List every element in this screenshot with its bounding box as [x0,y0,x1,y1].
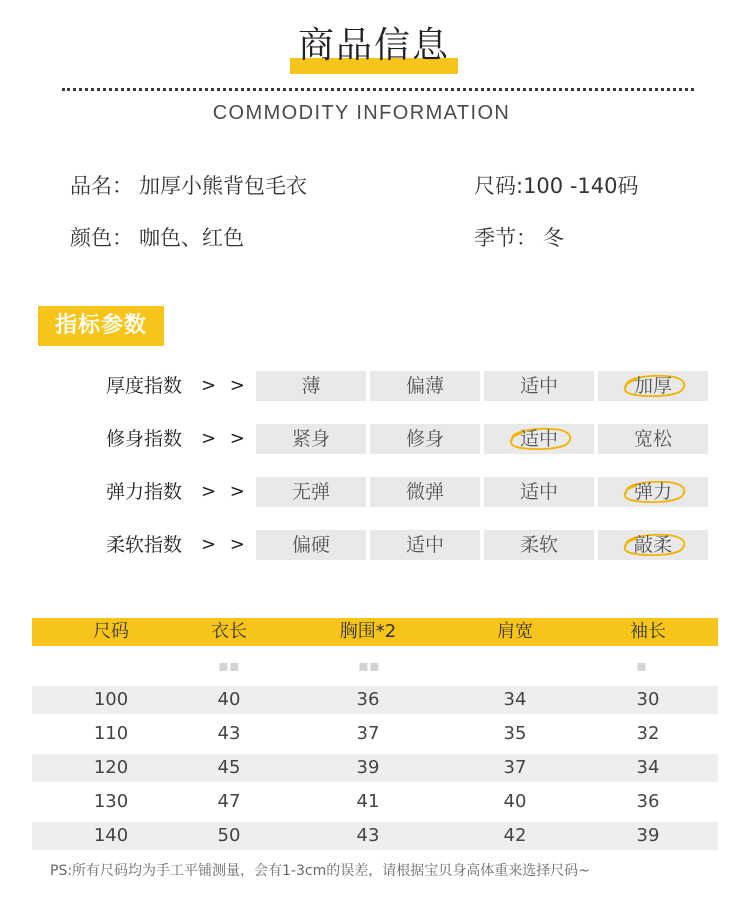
indicator-option [598,477,708,507]
color-label: 颜色： [70,226,133,250]
indicator-arrow: > > [201,534,249,555]
indicator-option-label: 薄 [301,375,321,397]
cell-sleeve: 39 [636,825,660,846]
cell-length: 50 [217,825,241,846]
cell-shoulder: 34 [503,689,527,710]
page-title: 商品信息 [297,25,450,66]
indicator-label: 厚度指数 [106,375,183,397]
size-range-row [474,170,639,200]
indicator-option [370,477,480,507]
page-subtitle: COMMODITY INFORMATION [212,102,511,124]
cell-chest: 36 [356,689,380,710]
cell-size: 100 [93,689,129,710]
color-value: 咖色、红色 [139,226,244,250]
indicator-arrow: > > [201,375,249,396]
indicator-option-label: 适中 [519,375,558,397]
cell-chest: 39 [356,757,380,778]
size-table-row [32,754,718,782]
size-range-value: :100 -140码 [516,174,639,198]
measurement-note: PS:所有尺码均为手工平铺测量，会有1-3cm的误差，请根据宝贝身高体重来选择尺码~ [50,863,590,879]
season-value: 冬 [543,226,564,250]
cell-sleeve: 32 [636,723,660,744]
product-name-label: 品名： [70,174,133,198]
indicator-option [256,424,366,454]
indicator-option-label: 偏薄 [405,375,444,397]
header-cell-chest: 胸围*2 [339,621,397,642]
indicator-option-label: 适中 [405,534,444,556]
product-name-value: 加厚小熊背包毛衣 [139,174,307,198]
cell-chest: 37 [356,723,380,744]
cell-sleeve: 36 [636,791,660,812]
ghost-mark: ▪▪ [358,660,380,674]
indicator-option-label: 加厚 [633,375,672,397]
dotted-divider [62,88,694,91]
header-cell-length: 衣长 [211,621,247,642]
cell-sleeve: 34 [636,757,660,778]
indicator-option-label: 无弹 [291,481,330,503]
size-table-header [32,618,718,646]
indicator-option-label: 修身 [405,428,444,450]
indicator-row [0,530,748,560]
indicator-option-label: 微弹 [405,481,444,503]
indicator-option [370,424,480,454]
indicator-option-label: 宽松 [633,428,672,450]
indicator-option [370,530,480,560]
product-name-row [70,170,307,200]
season-label: 季节： [474,226,537,250]
cell-shoulder: 40 [503,791,527,812]
cell-size: 110 [93,723,129,744]
indicator-option-label: 柔软 [519,534,558,556]
indicator-option-label: 敲柔 [633,534,672,556]
size-table-row [32,788,718,816]
cell-length: 40 [217,689,241,710]
size-table-row [32,686,718,714]
indicator-option-label: 适中 [519,481,558,503]
indicator-option-label: 紧身 [291,428,330,450]
title-block [0,18,748,78]
cell-size: 140 [93,825,129,846]
indicator-option [484,371,594,401]
size-range-label: 尺码 [474,174,516,198]
indicator-option [484,424,594,454]
size-table-row [32,822,718,850]
header-cell-shoulder: 肩宽 [497,621,533,642]
cell-size: 130 [93,791,129,812]
indicator-label: 弹力指数 [106,481,183,503]
cell-shoulder: 42 [503,825,527,846]
indicator-option [256,371,366,401]
indicator-option [484,477,594,507]
indicator-row [0,477,748,507]
indicator-option [598,530,708,560]
cell-chest: 43 [356,825,380,846]
ghost-mark: ▪ [636,660,647,674]
cell-shoulder: 35 [503,723,527,744]
season-row [474,222,564,252]
header-cell-size: 尺码 [93,621,129,642]
indicator-option [256,477,366,507]
indicator-option-label: 适中 [519,428,558,450]
indicator-option [256,530,366,560]
cell-chest: 41 [356,791,380,812]
indicator-row [0,371,748,401]
cell-shoulder: 37 [503,757,527,778]
indicator-section-title: 指标参数 [38,306,164,346]
indicator-row [0,424,748,454]
indicator-arrow: > > [201,428,249,449]
cell-size: 120 [93,757,129,778]
indicator-arrow: > > [201,481,249,502]
indicator-label: 柔软指数 [106,534,183,556]
indicator-option-label: 偏硬 [291,534,330,556]
cell-length: 47 [217,791,241,812]
cell-length: 45 [217,757,241,778]
cell-length: 43 [217,723,241,744]
cell-sleeve: 30 [636,689,660,710]
indicator-option [598,424,708,454]
ghost-mark: ▪▪ [218,660,240,674]
size-table-row [32,720,718,748]
header-cell-sleeve: 袖长 [630,621,666,642]
indicator-option [370,371,480,401]
color-row [70,222,244,252]
indicator-label: 修身指数 [106,428,183,450]
indicator-option [598,371,708,401]
indicator-option [484,530,594,560]
indicator-option-label: 弹力 [633,481,672,503]
